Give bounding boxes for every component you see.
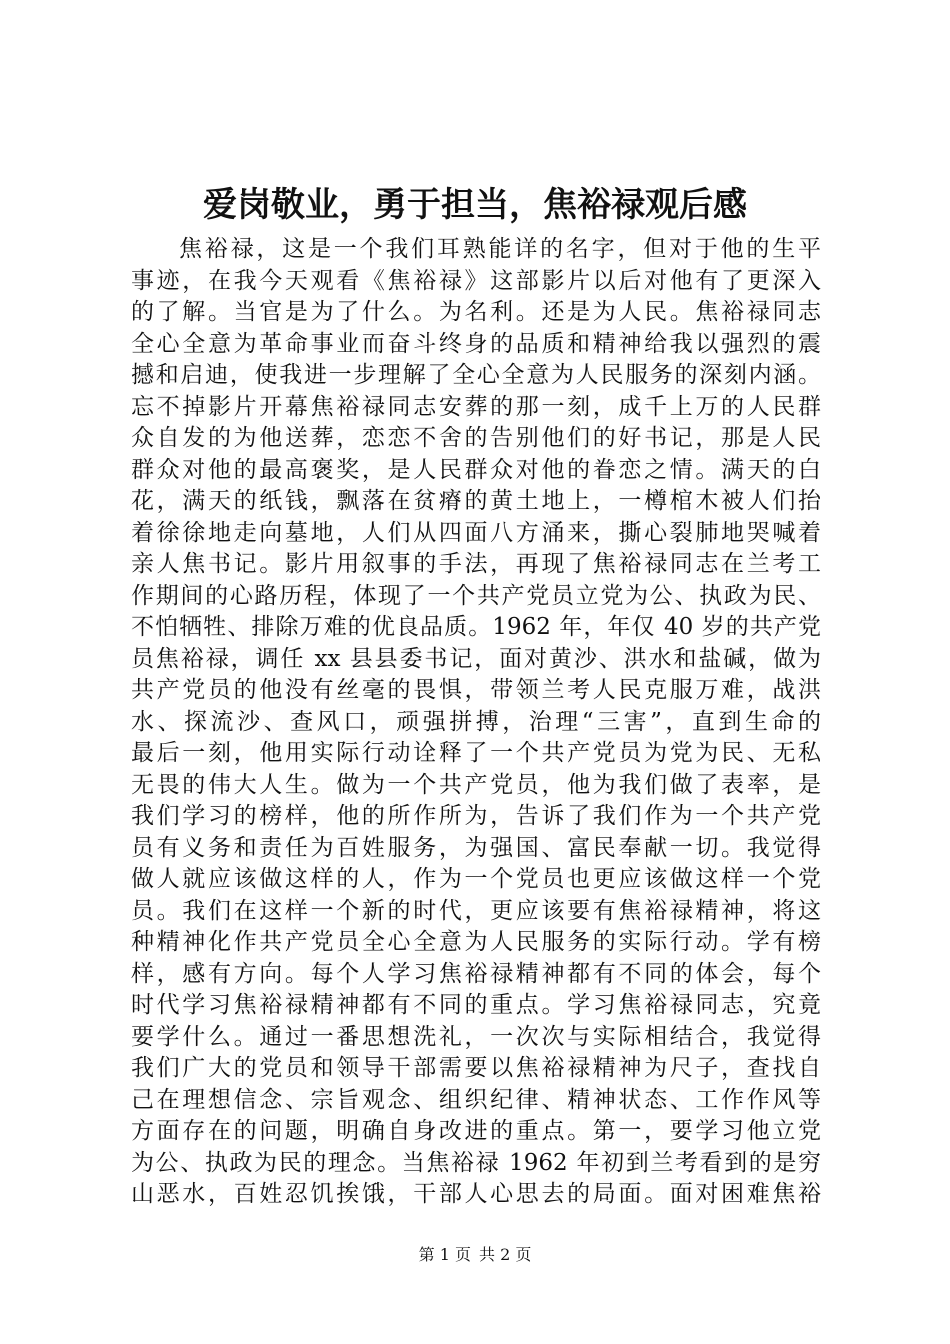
body-line: 共产党员的他没有丝毫的畏惧，带领兰考人民克服万难，战洪 bbox=[131, 677, 821, 703]
body-line: 的了解。当官是为了什么。为名利。还是为人民。焦裕禄同志 bbox=[131, 299, 821, 325]
body-line: 我们广大的党员和领导干部需要以焦裕禄精神为尺子，查找自 bbox=[131, 1055, 821, 1081]
document-body bbox=[131, 234, 821, 1211]
body-line: 花，满天的纸钱，飘落在贫瘠的黄土地上，一樽棺木被人们抬 bbox=[131, 488, 821, 514]
body-line: 群众对他的最高褒奖，是人民群众对他的眷恋之情。满天的白 bbox=[131, 456, 821, 483]
body-line: 方面存在的问题，明确自身改进的重点。第一，要学习他立党 bbox=[131, 1118, 821, 1144]
body-line: 员有义务和责任为百姓服务，为强国、富民奉献一切。我觉得 bbox=[131, 834, 821, 861]
document-title: 爱岗敬业，勇于担当，焦裕禄观后感 bbox=[203, 185, 747, 225]
body-line: 不怕牺牲、排除万难的优良品质。1962 年，年仅 40 岁的共产党 bbox=[131, 614, 821, 640]
body-line: 要学什么。通过一番思想洗礼，一次次与实际相结合，我觉得 bbox=[131, 1023, 821, 1050]
page-number-current: 第 1 页 bbox=[418, 1245, 471, 1264]
body-line: 种精神化作共产党员全心全意为人民服务的实际行动。学有榜 bbox=[131, 929, 821, 955]
body-line: 焦裕禄，这是一个我们耳熟能详的名字，但对于他的生平 bbox=[179, 236, 821, 262]
body-line: 我们学习的榜样，他的所作所为，告诉了我们作为一个共产党 bbox=[131, 803, 821, 829]
body-line: 做人就应该做这样的人，作为一个党员也更应该做这样一个党 bbox=[131, 866, 821, 892]
page-footer bbox=[0, 1244, 950, 1266]
body-line: 事迹，在我今天观看《焦裕禄》这部影片以后对他有了更深入 bbox=[131, 267, 821, 294]
body-line: 员。我们在这样一个新的时代，更应该要有焦裕禄精神，将这 bbox=[131, 897, 821, 924]
body-line: 最后一刻，他用实际行动诠释了一个共产党员为党为民、无私 bbox=[131, 740, 821, 766]
body-line: 忘不掉影片开幕焦裕禄同志安葬的那一刻，成千上万的人民群 bbox=[131, 393, 821, 420]
body-line: 样，感有方向。每个人学习焦裕禄精神都有不同的体会，每个 bbox=[131, 960, 821, 987]
body-line: 为公、执政为民的理念。当焦裕禄 1962 年初到兰考看到的是穷 bbox=[131, 1149, 821, 1176]
page-number-total: 共 2 页 bbox=[479, 1245, 532, 1264]
body-line: 众自发的为他送葬，恋恋不舍的告别他们的好书记，那是人民 bbox=[131, 425, 821, 451]
body-line: 无畏的伟大人生。做为一个共产党员，他为我们做了表率，是 bbox=[131, 771, 821, 798]
body-line: 全心全意为革命事业而奋斗终身的品质和精神给我以强烈的震 bbox=[131, 330, 821, 357]
body-line: 撼和启迪，使我进一步理解了全心全意为人民服务的深刻内涵。 bbox=[131, 362, 821, 388]
body-line: 山恶水，百姓忍饥挨饿，干部人心思去的局面。面对困难焦裕 bbox=[131, 1181, 821, 1207]
body-line: 作期间的心路历程，体现了一个共产党员立党为公、执政为民、 bbox=[131, 582, 821, 609]
body-line: 亲人焦书记。影片用叙事的手法，再现了焦裕禄同志在兰考工 bbox=[131, 551, 821, 577]
body-line: 己在理想信念、宗旨观念、组织纪律、精神状态、工作作风等 bbox=[131, 1086, 821, 1113]
body-line: 着徐徐地走向墓地，人们从四面八方涌来，撕心裂肺地哭喊着 bbox=[131, 519, 821, 546]
body-line: 员焦裕禄，调任 xx 县县委书记，面对黄沙、洪水和盐碱，做为 bbox=[131, 645, 821, 672]
body-line: 时代学习焦裕禄精神都有不同的重点。学习焦裕禄同志，究竟 bbox=[131, 992, 821, 1018]
body-line: 水、探流沙、查风口，顽强拼搏，治理“三害”，直到生命的 bbox=[131, 708, 821, 735]
